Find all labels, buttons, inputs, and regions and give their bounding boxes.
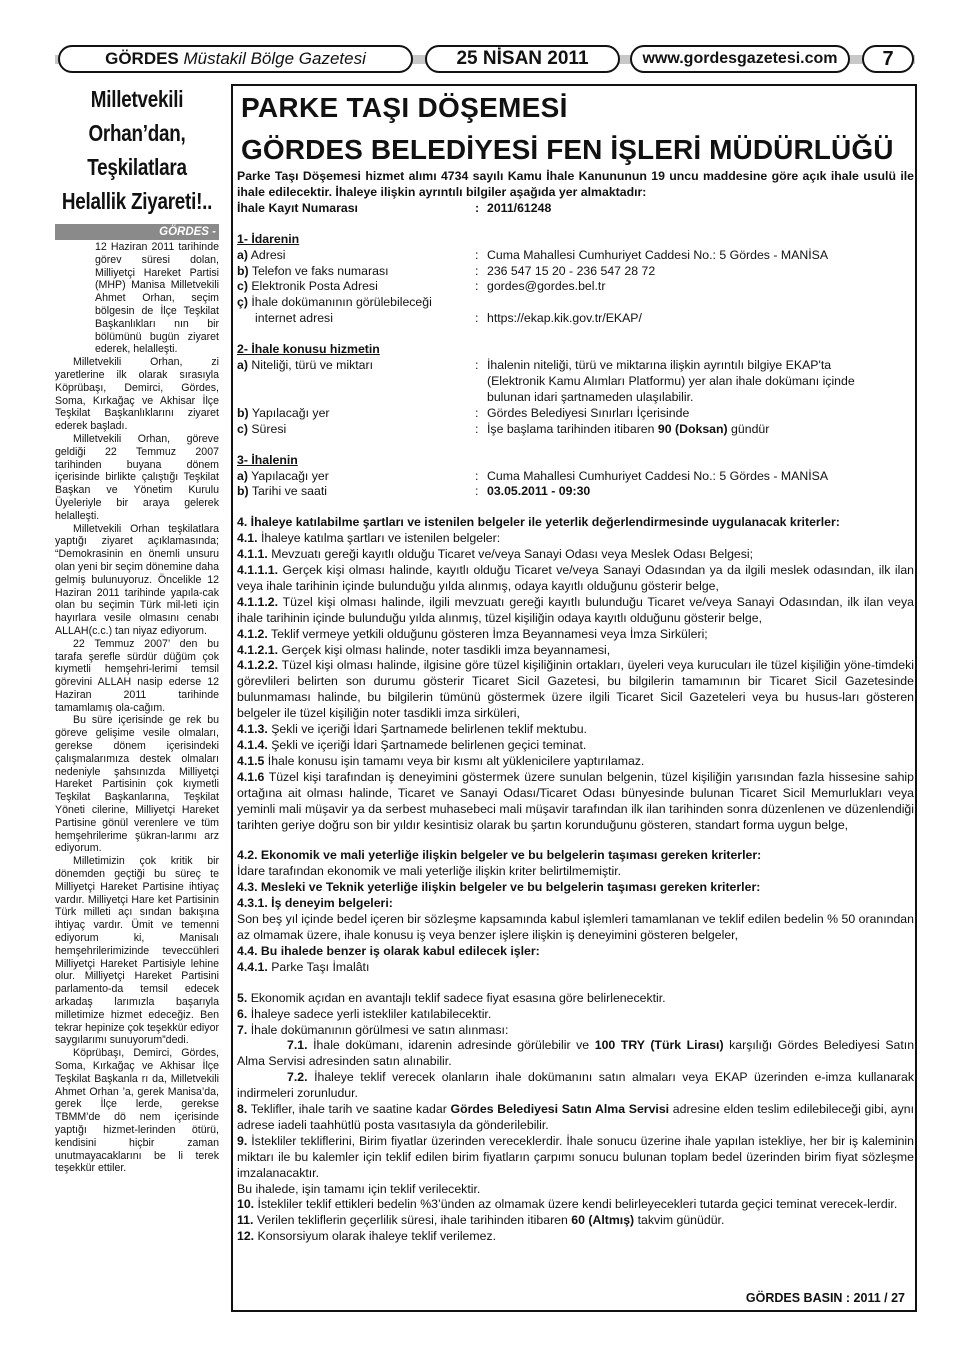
notice-intro: Parke Taşı Döşemesi hizmet alımı 4734 sayılı Kamu İhale Kanununun 19 uncu maddesine göre açık ihale usulü ile ihale edilecektir. İhaleye ilişkin ayrıntılı bilgiler aşağıda yer almaktadır: (237, 169, 914, 199)
info-row: b) Telefon ve faks numarası : 236 547 15 20 - 236 547 28 72 (237, 263, 656, 278)
issue-date: 25 NİSAN 2011 (425, 45, 620, 73)
section-2-title: 2- İhale konusu hizmetin (237, 342, 380, 357)
notice-title: PARKE TAŞI DÖŞEMESİ (241, 92, 568, 123)
article-paragraph: 12 Haziran 2011 tarihinde görev süresi dolan, Milliyetçi Hareket Partisi (MHP) Manisa Milletvekili Ahmet Orhan, seçim bölgesin de İlçe Teşkilat Başkanlıkları nın bir bölümünü bugün ziyaret ederek, helalleşti. (95, 241, 219, 356)
criteria-item: 4.1.6 Tüzel kişi tarafından iş deneyimini göstermek üzere sunulan belgenin, tüzel kişiliğin yarısından fazla hissesine sahip ortağına ait olması halinde, Ticaret ve Sanayi Odası/Ticaret Odası bünyesinde bulunan Ticaret Sicil Memurlukları veya yeminli mali müşavir ya da serbest muhasebeci mali müşavir tarafından ilk ilan tarihinden sonra düzenlenen ve düzenlendiği tarihten geriye doğru son bir yıldır kesintisiz olarak bu şartın korunduğunu gösteren, standart forma uygun belge, (237, 769, 914, 832)
criteria-item: 4.1.5 İhale konusu işin tamamı veya bir kısmı alt yüklenicilere yaptırılamaz. (237, 753, 645, 768)
section-4-2-text: İdare tarafından ekonomik ve mali yeterliğe ilişkin kriter belirtilmemiştir. (237, 864, 622, 879)
info-row: internet adresi : https://ekap.kik.gov.tr/EKAP/ (255, 311, 642, 326)
criteria-item: 4.1.2.1. Gerçek kişi olması halinde, noter tasdikli imza beyannamesi, (237, 642, 611, 657)
clause-12: 12. Konsorsiyum olarak ihaleye teklif verilemez. (237, 1229, 497, 1244)
info-row: c) Elektronik Posta Adresi : gordes@gordes.bel.tr (237, 279, 606, 294)
article-paragraph: 22 Temmuz 2007’ den bu tarafa şerefle sürdür düğüm çok kıymetli hemşehri-lerimi temsil görevini ALLAH nasip ederse 12 Haziran 2011 tarihinde tamamlamış ola-cağım. (55, 637, 219, 714)
info-row: b) Yapılacağı yer : Gördes Belediyesi Sınırları İçerisinde (237, 405, 690, 420)
clause-11: 11. Verilen tekliflerin geçerlilik süresi, ihale tarihinden itibaren 60 (Altmış) takvim günüdür. (237, 1213, 725, 1228)
clause-7-2: 7.2. İhaleye teklif verecek olanların ihale dokümanını satın almaları veya EKAP üzerinden e-imza kullanarak indirmeleri zorunludur. (237, 1070, 915, 1101)
article-paragraph: Milletvekili Orhan teşkilatlara yaptığı ziyaret açıklamasında; “Demokrasinin en önemli unsuru olan yeni bir seçim dönemine daha gelmiş bulunuyoruz. Öncelikle 12 Haziran 2011 tarihinde yapıla-cak olan bu seçimin Türk mil-leti için hayırlara vesile olmasını cenabı ALLAH(c.c.) tan niyaz ediyorum. (55, 522, 219, 637)
article-paragraph: Bu süre içerisinde ge rek bu göreve gelişime vesile olmaları, gerekse dönem içerisindeki çalışmalarımıza destek olmaları nedeniyle şahsınızda Milliyetçi Hareket Partisinin çok kıymetli Teşkilat Başkanlarına, Teşkilat Yöneti cilerine, Milliyetçi Hareket Partisine gönül verenlere ve tüm hemşehrilerime şükran-larımı arz ediyorum. (55, 714, 219, 855)
clause-7: 7. İhale dokümanının görülmesi ve satın alınması: (237, 1022, 509, 1037)
left-article (55, 82, 219, 1175)
criteria-item: 4.1.2.2. Tüzel kişi olması halinde, ilgisine göre tüzel kişiliğinin ortakları, üyeleri veya kurucuları ile tüzel kişiliğin yöne-timdeki görevlileri belirten son durumu gösterir Ticaret Sicil Gazetesi, bu bilgilerin tamamının bir Ticaret Sicil Gazetesinde bulunmaması halinde, bu bilgilerin tümünü göstermek üzere ilgili Ticaret Sicil Gazeteleri veya bu husus-ları gösteren belgeler ile tüzel kişiliğin noter tasdikli imza sirküleri, (237, 658, 914, 721)
article-paragraph: Milletvekili Orhan, zi yaretlerine ilk olarak sırasıyla Köprübaşı, Demirci, Gördes, Soma, Kırkağaç ve Akhisar İlçe Teşkilat Başkanlıklarını ziyaret ederek başladı. (55, 356, 219, 433)
info-row: c) Süresi : İşe başlama tarihinden itibaren 90 (Doksan) gündür (237, 421, 770, 436)
clause-10: 10. İstekliler teklif ettikleri bedelin %3’ünden az olmamak üzere kendi belirleyecekleri tutarda geçici teminat verecek-lerdir. (237, 1197, 898, 1212)
section-4-3-title: 4.3. Mesleki ve Teknik yeterliğe ilişkin belgeler ve bu belgelerin taşıması gereken kriterler: (237, 880, 761, 895)
headline-line-1: Milletvekili Orhan’dan, (88, 86, 186, 146)
masthead-pill (58, 45, 413, 73)
masthead-brand: GÖRDES (105, 49, 179, 68)
article-headline (55, 82, 219, 218)
section-4-title: 4. İhaleye katılabilme şartları ve istenilen belgeler ile yeterlik değerlendirmesinde uygulanacak kriterler: (237, 515, 840, 530)
clause-6: 6. İhaleye sadece yerli istekliler katılabilecektir. (237, 1006, 492, 1021)
criteria-item: 4.1.1.1. Gerçek kişi olması halinde, kayıtlı olduğu Ticaret ve/veya Sanayi Odasından ya da ilgili meslek odasından, ilk ilan veya ihale tarihinin içinde bulunduğu yılda alınmış, odaya kayıtlı olduğunu gösterir belge, (237, 563, 914, 593)
info-row: ç) İhale dokümanının görülebileceği (237, 295, 432, 310)
criteria-item: 4.1.3. Şekli ve içeriği İdari Şartnamede belirlenen teklif mektubu. (237, 722, 587, 737)
masthead-subtitle: Müstakil Bölge Gazetesi (183, 49, 366, 68)
section-4-4-title: 4.4. Bu ihalede benzer iş olarak kabul edilecek işler: (237, 943, 540, 958)
criteria-item: 4.1.4. Şekli ve içeriği İdari Şartnamede belirlenen geçici teminat. (237, 738, 587, 752)
criteria-list (237, 531, 914, 833)
criteria-item: 4.1.1.2. Tüzel kişi olması halinde, ilgili mevzuatı gereği kayıtlı bulunduğu Ticaret ve/veya Sanayi Odasından, ilk ilan veya ihale tarihinin içinde bulunduğu yılda alınmış, tüzel kişiliğin odaya kayıtlı olduğunu gösterir belge, (237, 594, 914, 625)
website-url: www.gordesgazetesi.com (630, 45, 850, 73)
registration-row: İhale Kayıt Numarası : 2011/61248 (237, 200, 552, 215)
section-4-2-title: 4.2. Ekonomik ve mali yeterliğe ilişkin belgeler ve bu belgelerin taşıması gereken kriterler: (237, 848, 762, 863)
criteria-item: 4.1.1. Mevzuatı gereği kayıtlı olduğu Ticaret ve/veya Sanayi Odası veya Meslek Odası Belgesi; (237, 547, 754, 562)
info-row: a) Yapılacağı yer : Cuma Mahallesi Cumhuriyet Caddesi No.: 5 Gördes - MANİSA (237, 468, 829, 483)
article-body (55, 241, 219, 1175)
section-4-4-1: 4.4.1. Parke Taşı İmalâtı (237, 959, 370, 974)
article-paragraph: Köprübaşı, Demirci, Gördes, Soma, Kırkağaç ve Akhisar İlçe Teşkilat Başkanla rı da, Milletvekili Ahmet Orhan ’a, gerek Manisa’da, gerek İlçe lerde, gerekse TBMM’de dö nem içerisinde yaptığı hizmet-lerinden ötürü, kendisini hiçbir zaman unutmayacaklarını be li terek teşekkür ettiler. (55, 1047, 219, 1175)
headline-line-3: Helallik Ziyareti!.. (61, 188, 213, 214)
page-number: 7 (862, 45, 914, 73)
clause-7-1: 7.1. İhale dokümanı, idarenin adresinde görülebilir ve 100 TRY (Türk Lirası) karşılığı Gördes Belediyesi Satın Alma Servisi adresinden satın alınabilir. (237, 1038, 915, 1069)
notice-footer: GÖRDES BASIN : 2011 / 27 (745, 1291, 905, 1305)
article-paragraph: Milletimizin çok kritik bir dönemden geçtiği bu süreç te Milliyetçi Hareket Partisine ihtiyaç vardır. Milliyetçi Hare ket Partisinin Türk milleti açı sından bakışına ihtiyaç vardır. Ümit ve temenni ediyorum ki, Manisalı hemşehrilerimizinde teveccühleri Milliyetçi Hareket Partisiyle lehine olur. Milliyetçi Hareket Partisini parlamento-da temsil edecek arkadaş larımızla başarıyla milletimize hizmet edeceğiz. Ben tekrar hepinize çok teşekkür ediyor saygılarımı sunuyorum”dedi. (55, 855, 219, 1047)
article-paragraph: Milletvekili Orhan, göreve geldiği 22 Temmuz 2007 tarihinden buyana dönem içerisinde birlikte çalıştığı Teşkilat Başkan ve Yönetim Kurulu Üyeleriyle bir araya gelerek helalleşti. (55, 432, 219, 522)
section-4-3-1-text: Son beş yıl içinde bedel içeren bir sözleşme kapsamında kabul işlemleri tamamlanan ve teklif edilen bedelin % 50 oranından az olmamak üzere, ihale konusu iş veya benzer işlere ilişkin iş deneyimini gösteren belgeler, (237, 912, 914, 942)
clause-8: 8. Teklifler, ihale tarih ve saatine kadar Gördes Belediyesi Satın Alma Servisi adresine elden teslim edilebileceği gibi, aynı adrese iadeli taahhütlü posta vasıtasıyla da gönderilebilir. (237, 1102, 914, 1132)
notice-subtitle: GÖRDES BELEDİYESİ FEN İŞLERİ MÜDÜRLÜĞÜ (241, 134, 894, 165)
info-row: a) Adresi : Cuma Mahallesi Cumhuriyet Caddesi No.: 5 Gördes - MANİSA (237, 247, 829, 262)
tender-notice (231, 84, 917, 1312)
section-1-title: 1- İdarenin (237, 231, 300, 246)
clause-9-note: Bu ihalede, işin tamamı için teklif verilecektir. (237, 1181, 481, 1196)
info-row: a) Niteliği, türü ve miktarı : İhalenin niteliği, türü ve miktarına ilişkin ayrıntılı bilgiye EKAP'ta (Elektronik Kamu Alımları Platformu) yer alan ihale dokümanı içinde bulunan idari şartnameden ulaşılabilir. (237, 358, 855, 404)
criteria-item: 4.1.2. Teklif vermeye yetkili olduğunu gösteren İmza Beyannamesi veya İmza Sirküleri; (237, 626, 708, 641)
section-3-title: 3- İhalenin (237, 452, 298, 467)
clause-9: 9. İstekliler tekliflerini, Birim fiyatlar üzerinden vereceklerdir. İhale sonucu üzerine ihale yapılan istekliye, her bir iş kaleminin miktarı ile bu kalemler için teklif edilen birim fiyatların çarpımı sonucu bulunan toplam bedel üzerinden birim fiyat sözleşme imzalanacaktır. (237, 1133, 914, 1180)
headline-line-2: Teşkilatlara (87, 154, 187, 180)
criteria-item: 4.1. İhaleye katılma şartları ve istenilen belgeler: (237, 531, 501, 546)
notice-content (237, 169, 914, 1245)
section-4-3-1-title: 4.3.1. İş deneyim belgeleri: (237, 896, 393, 911)
dateline-place: GÖRDES - (55, 224, 219, 240)
info-row: b) Tarihi ve saati : 03.05.2011 - 09:30 (237, 484, 591, 499)
clause-5: 5. Ekonomik açıdan en avantajlı teklif sadece fiyat esasına göre belirlenecektir. (237, 990, 666, 1005)
